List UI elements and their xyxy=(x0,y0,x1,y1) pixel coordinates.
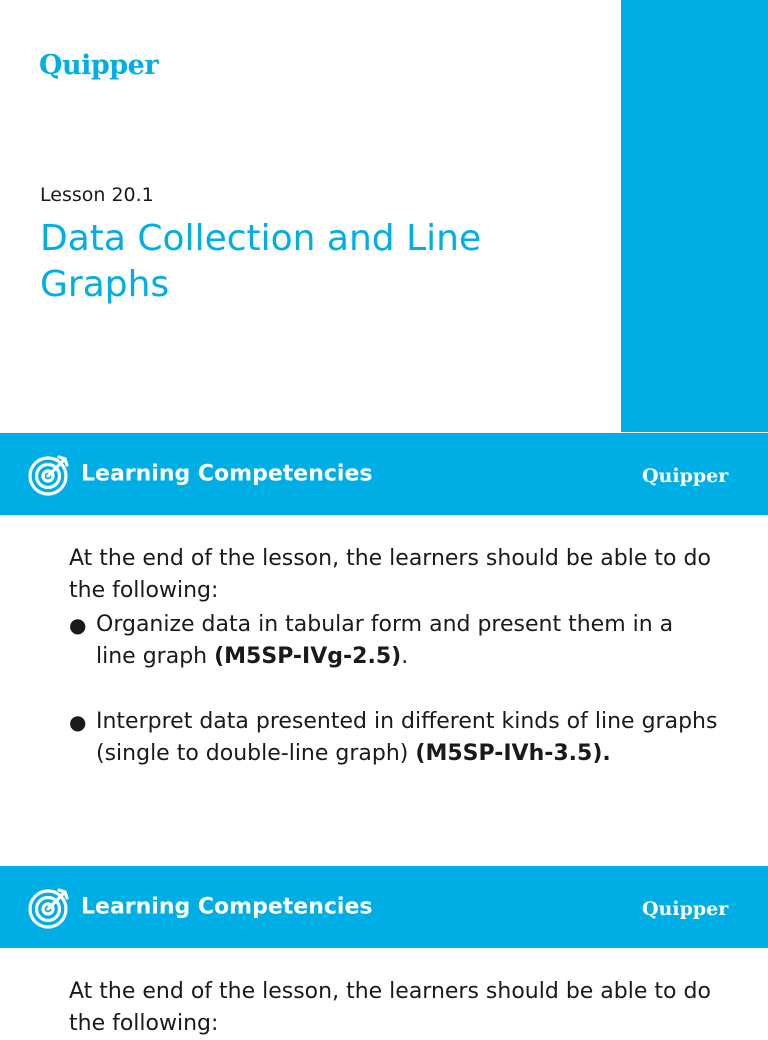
competency-code: (M5SP-IVh-3.5). xyxy=(415,741,611,766)
competencies-header xyxy=(0,433,768,515)
competencies-body xyxy=(69,976,719,1040)
bullet-icon: ● xyxy=(69,710,87,734)
competencies-header xyxy=(0,866,768,948)
title-slide xyxy=(0,0,768,432)
quipper-logo: Quipper xyxy=(39,50,159,81)
competency-list xyxy=(69,609,719,770)
bullet-icon: ● xyxy=(69,613,87,637)
lesson-title: Data Collection and Line Graphs xyxy=(40,218,482,305)
section-heading: Learning Competencies xyxy=(81,461,373,487)
section-heading: Learning Competencies xyxy=(81,894,373,920)
competency-text: Interpret data presented in different kinds of line graphs (single to double-line graph) xyxy=(96,709,718,766)
quipper-logo: Quipper xyxy=(642,898,729,920)
competency-suffix: . xyxy=(401,644,409,669)
intro-text: At the end of the lesson, the learners should be able to do the following: xyxy=(69,546,711,603)
competency-code: (M5SP-IVg-2.5) xyxy=(214,644,402,669)
competency-item xyxy=(69,706,719,770)
competencies-body xyxy=(69,543,719,803)
intro-text: At the end of the lesson, the learners should be able to do the following: xyxy=(69,979,711,1036)
target-icon xyxy=(28,452,72,496)
accent-side-bar xyxy=(621,0,768,432)
lesson-number: Lesson 20.1 xyxy=(40,184,154,206)
competency-text: Organize data in tabular form and present them in a line graph xyxy=(96,612,674,669)
quipper-logo: Quipper xyxy=(642,465,729,487)
competency-item xyxy=(69,609,719,673)
target-icon xyxy=(28,885,72,929)
